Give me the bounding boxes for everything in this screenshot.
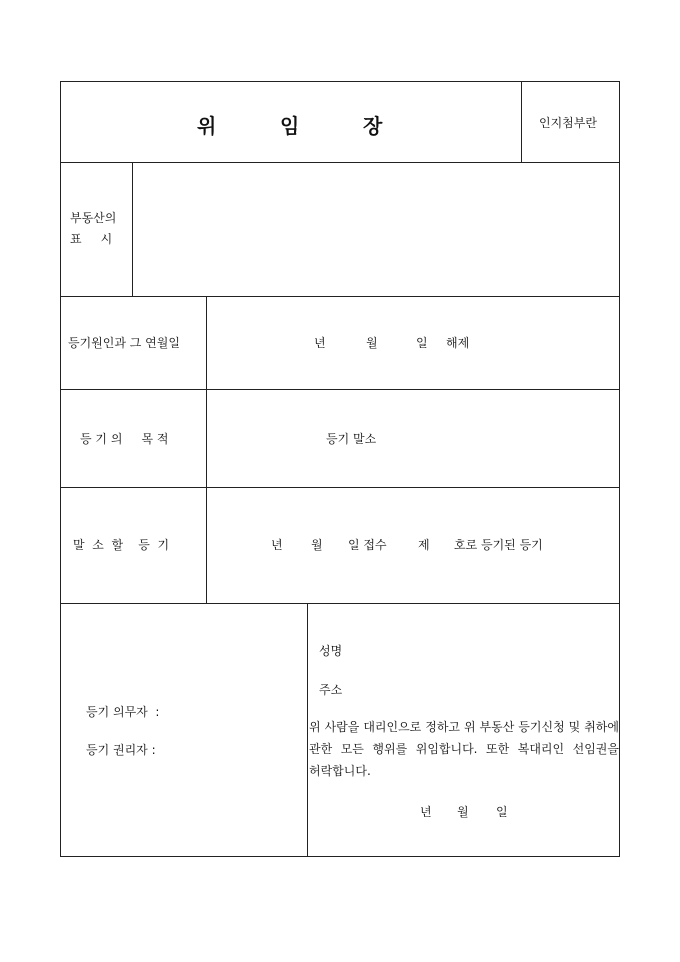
cause-year: 년 xyxy=(314,336,326,350)
cancel-month: 월 xyxy=(311,538,323,552)
property-label-line2: 표 시 xyxy=(70,232,113,246)
row-divider xyxy=(61,487,619,488)
purpose-label: 등 기 의 목 적 xyxy=(80,432,169,446)
col-divider xyxy=(521,82,522,162)
cancel-day-receipt: 일 접수 xyxy=(348,538,387,552)
title-char-3: 장 xyxy=(363,114,383,138)
obligor-label: 등기 의무자 : xyxy=(86,705,160,719)
obligee-label: 등기 권리자 : xyxy=(86,743,156,757)
agent-date-day: 일 xyxy=(496,805,508,819)
col-divider xyxy=(206,296,207,603)
title-char-1: 위 xyxy=(197,114,217,138)
row-divider xyxy=(61,603,619,604)
agent-address-label: 주소 xyxy=(319,683,343,697)
power-of-attorney-form xyxy=(60,81,620,857)
cause-month: 월 xyxy=(366,336,378,350)
row-divider xyxy=(61,389,619,390)
cancel-year: 년 xyxy=(271,538,283,552)
purpose-value: 등기 말소 xyxy=(326,432,377,446)
col-divider xyxy=(307,603,308,856)
stamp-label: 인지첨부란 xyxy=(539,116,597,130)
property-description-field[interactable] xyxy=(133,163,619,296)
agent-date-year: 년 xyxy=(420,805,432,819)
cancel-label: 말 소 할 등 기 xyxy=(73,538,170,552)
row-divider xyxy=(61,296,619,297)
cause-day: 일 xyxy=(416,336,428,350)
property-label-line1: 부동산의 xyxy=(70,211,117,225)
title-char-2: 임 xyxy=(280,114,300,138)
cancel-ho-suffix: 호로 등기된 등기 xyxy=(454,538,543,552)
cause-label: 등기원인과 그 연월일 xyxy=(68,336,180,350)
agent-name-label: 성명 xyxy=(319,644,343,658)
cause-action: 해제 xyxy=(446,336,470,350)
cancel-no: 제 xyxy=(418,538,430,552)
agent-statement: 위 사람을 대리인으로 정하고 위 부동산 등기신청 및 취하에 관한 모든 행위를 위임합니다. 또한 복대리인 선임권을 허락합니다. xyxy=(309,720,619,778)
agent-date-month: 월 xyxy=(457,805,469,819)
